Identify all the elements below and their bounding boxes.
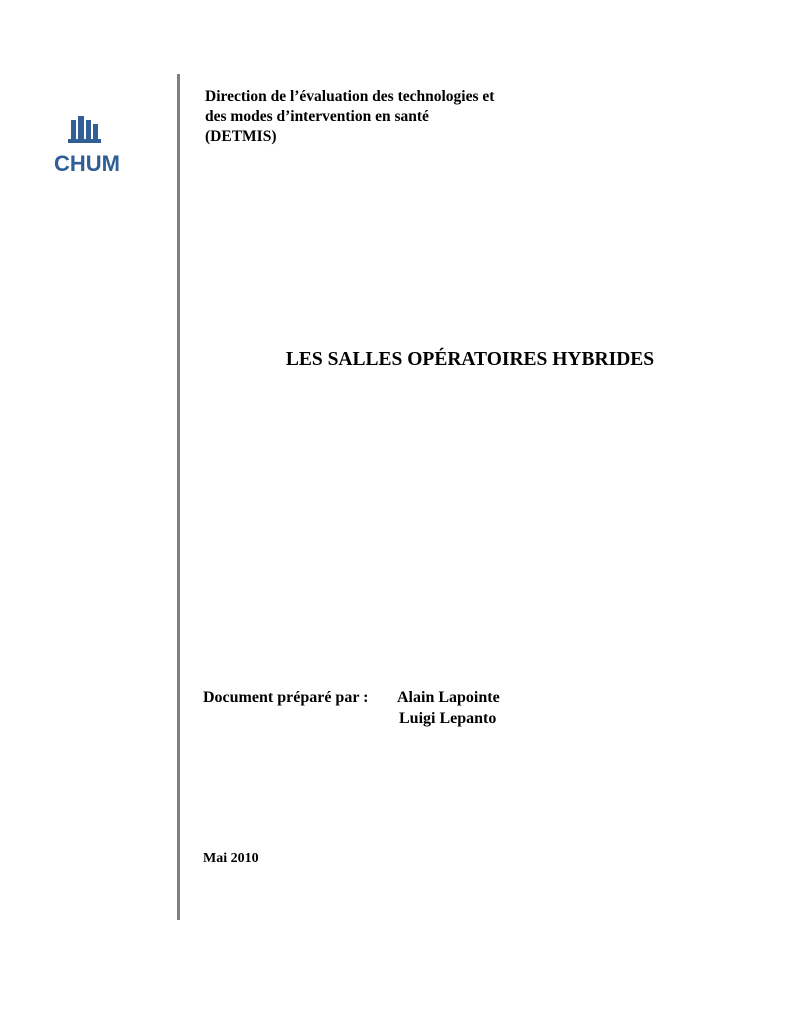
publication-date: Mai 2010 — [203, 851, 259, 866]
chum-logo — [50, 116, 124, 178]
department-block — [205, 87, 545, 147]
author-name: Luigi Lepanto — [399, 710, 497, 727]
department-line: des modes d’intervention en santé — [205, 108, 429, 125]
department-line: Direction de l’évaluation des technologies et — [205, 88, 495, 105]
author-name: Alain Lapointe — [397, 689, 500, 706]
vertical-rule — [177, 74, 180, 920]
department-acronym: (DETMIS) — [205, 128, 277, 145]
prepared-by-block — [203, 687, 500, 729]
prepared-by-label: Document préparé par : — [203, 689, 369, 706]
document-title: LES SALLES OPÉRATOIRES HYBRIDES — [285, 349, 655, 370]
logo-text: CHUM — [54, 151, 120, 176]
chum-logo-icon — [50, 116, 124, 178]
